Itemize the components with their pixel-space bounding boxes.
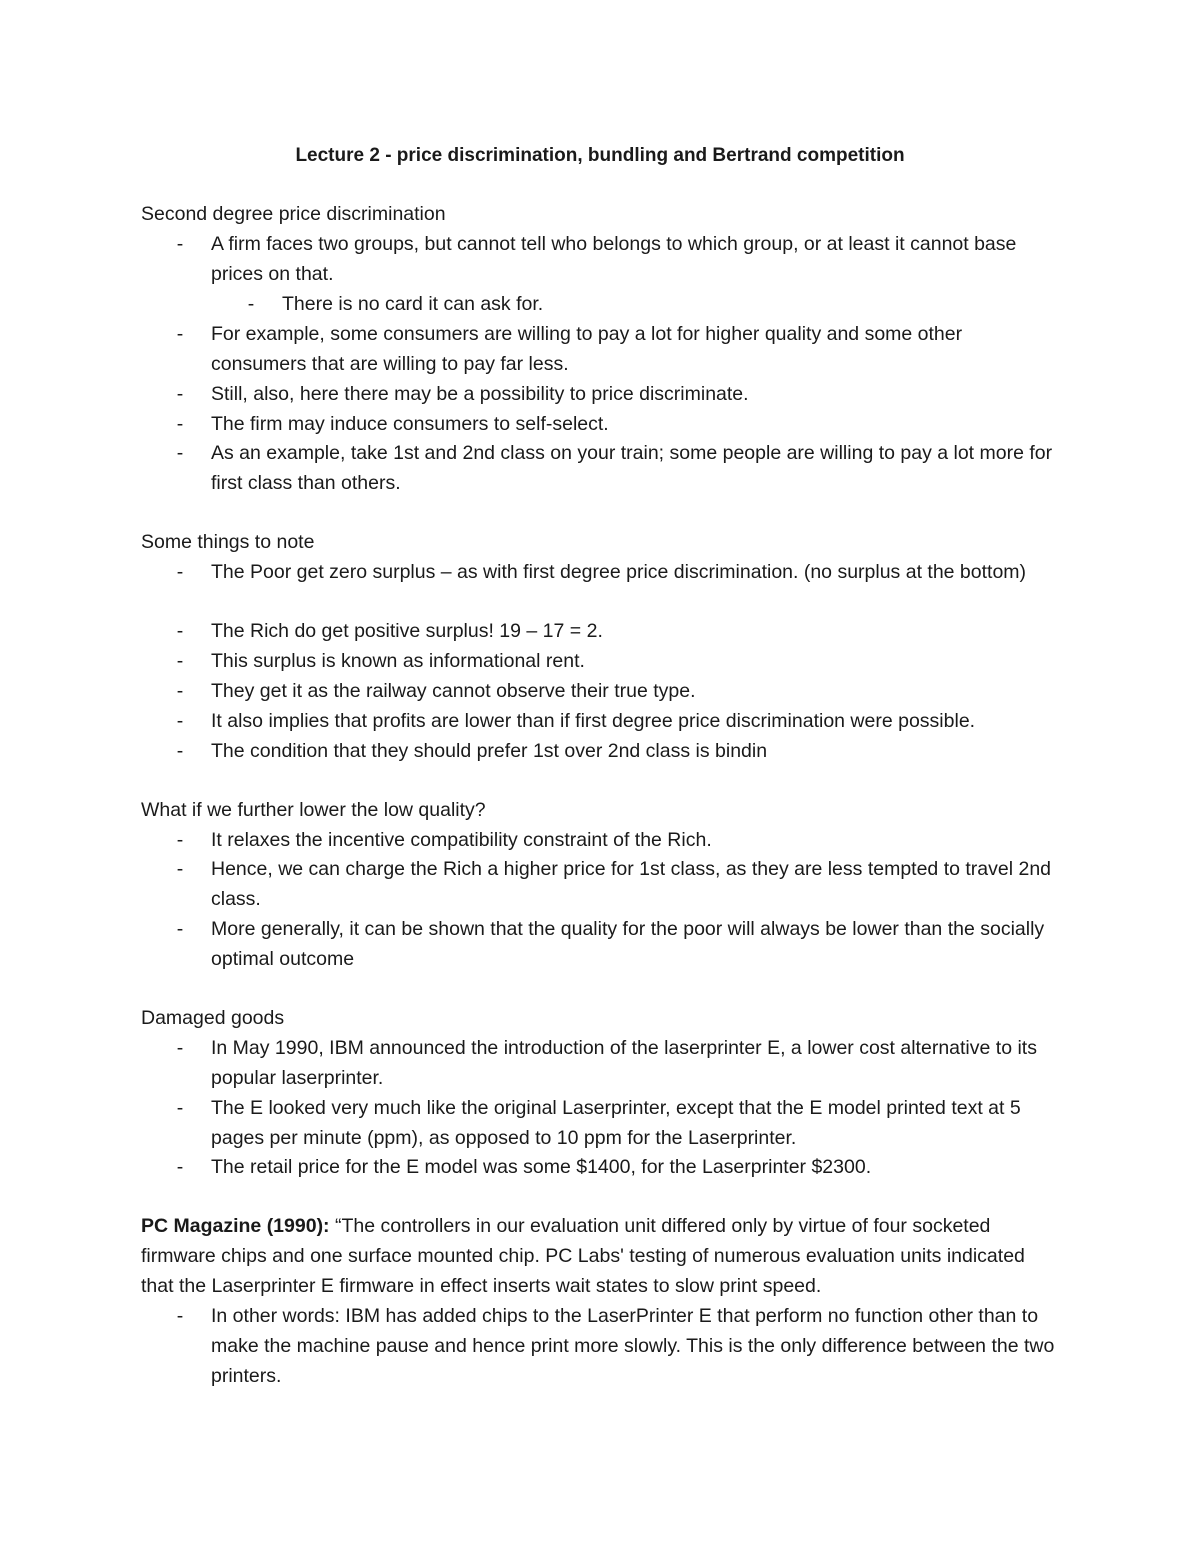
- bullet-dash: -: [176, 680, 184, 702]
- list-item: [176, 616, 1061, 646]
- quote-paragraph: [141, 1211, 1061, 1301]
- list-item-text: Hence, we can charge the Rich a higher price for 1st class, as they are less tempted to travel 2nd class.: [211, 858, 1052, 910]
- list-item-text: As an example, take 1st and 2nd class on your train; some people are willing to pay a lot more for first class than others.: [211, 442, 1053, 494]
- list-item: [176, 1301, 1061, 1391]
- list-item: [176, 676, 1061, 706]
- list-item-text: In May 1990, IBM announced the introduction of the laserprinter E, a lower cost alternative to its popular laserprinter.: [211, 1037, 1037, 1089]
- bullet-dash: -: [176, 650, 184, 672]
- list-item: [176, 379, 1061, 409]
- list-item: [176, 825, 1061, 855]
- bullet-dash: -: [176, 829, 184, 851]
- bullet-dash: -: [247, 293, 255, 315]
- list-item-text: In other words: IBM has added chips to the LaserPrinter E that perform no function other than to make the machine pause and hence print more slowly. This is the only difference between the two printers.: [211, 1305, 1055, 1387]
- list-item-text: It relaxes the incentive compatibility constraint of the Rich.: [211, 829, 712, 851]
- list-item-text: The firm may induce consumers to self-select.: [211, 413, 609, 435]
- list-item: [176, 409, 1061, 439]
- list-item: [176, 438, 1061, 498]
- list-item: [176, 1033, 1061, 1093]
- bullet-dash: -: [176, 918, 184, 940]
- list-item-text: More generally, it can be shown that the quality for the poor will always be lower than the socially optimal outcome: [211, 918, 1045, 970]
- list-item-text: They get it as the railway cannot observe their true type.: [211, 680, 696, 702]
- list-item-text: Still, also, here there may be a possibility to price discriminate.: [211, 383, 749, 405]
- bullet-dash: -: [176, 1097, 184, 1119]
- list-item: [176, 646, 1061, 676]
- list-item: [176, 914, 1061, 974]
- list-item-text: The Rich do get positive surplus! 19 – 17 = 2.: [211, 620, 603, 642]
- list-item-text: The Poor get zero surplus – as with first degree price discrimination. (no surplus at the bottom): [211, 561, 1027, 583]
- bullet-dash: -: [176, 442, 184, 464]
- bullet-dash: -: [176, 413, 184, 435]
- list-item: [176, 229, 1061, 289]
- bullet-dash: -: [176, 858, 184, 880]
- list-item: [176, 557, 1061, 587]
- list-item: [176, 1152, 1061, 1182]
- bullet-dash: -: [176, 233, 184, 255]
- section-heading-second-degree: Second degree price discrimination: [141, 203, 446, 225]
- quote-source: PC Magazine (1990):: [141, 1215, 330, 1237]
- list-item: [176, 319, 1061, 379]
- bullet-dash: -: [176, 561, 184, 583]
- list-item-text: The condition that they should prefer 1st over 2nd class is bindin: [211, 740, 768, 762]
- quote-text: “The controllers in our evaluation unit differed only by virtue of four socketed firmware chips and one surface mounted chip. PC Labs' testing of numerous evaluation units indicated that the Laserprinter E firmware in effect inserts wait states to slow print speed.: [141, 1215, 1025, 1297]
- list-item-text: This surplus is known as informational rent.: [211, 650, 585, 672]
- list-item-text: A firm faces two groups, but cannot tell who belongs to which group, or at least it cannot base prices on that.: [211, 233, 1017, 285]
- list-item: [176, 854, 1061, 914]
- section-heading-lower-quality: What if we further lower the low quality?: [141, 799, 486, 821]
- list-item-text: It also implies that profits are lower than if first degree price discrimination were possible.: [211, 710, 976, 732]
- list-item-text: The E looked very much like the original Laserprinter, except that the E model printed text at 5 pages per minute (ppm), as opposed to 10 ppm for the Laserprinter.: [211, 1097, 1021, 1149]
- bullet-dash: -: [176, 1305, 184, 1327]
- section-heading-things-to-note: Some things to note: [141, 531, 315, 553]
- bullet-dash: -: [176, 740, 184, 762]
- list-item-text: For example, some consumers are willing to pay a lot for higher quality and some other consumers that are willing to pay far less.: [211, 323, 963, 375]
- list-item: [176, 706, 1061, 736]
- list-item-text: The retail price for the E model was some $1400, for the Laserprinter $2300.: [211, 1156, 872, 1178]
- bullet-dash: -: [176, 1037, 184, 1059]
- bullet-dash: -: [176, 620, 184, 642]
- list-item: [176, 736, 1061, 766]
- list-item-text: There is no card it can ask for.: [282, 293, 544, 315]
- bullet-dash: -: [176, 383, 184, 405]
- bullet-dash: -: [176, 710, 184, 732]
- section-heading-damaged-goods: Damaged goods: [141, 1007, 285, 1029]
- document-title: Lecture 2 - price discrimination, bundling and Bertrand competition: [295, 145, 905, 166]
- list-item-nested: [247, 289, 1062, 319]
- list-item: [176, 1093, 1061, 1153]
- bullet-dash: -: [176, 323, 184, 345]
- bullet-dash: -: [176, 1156, 184, 1178]
